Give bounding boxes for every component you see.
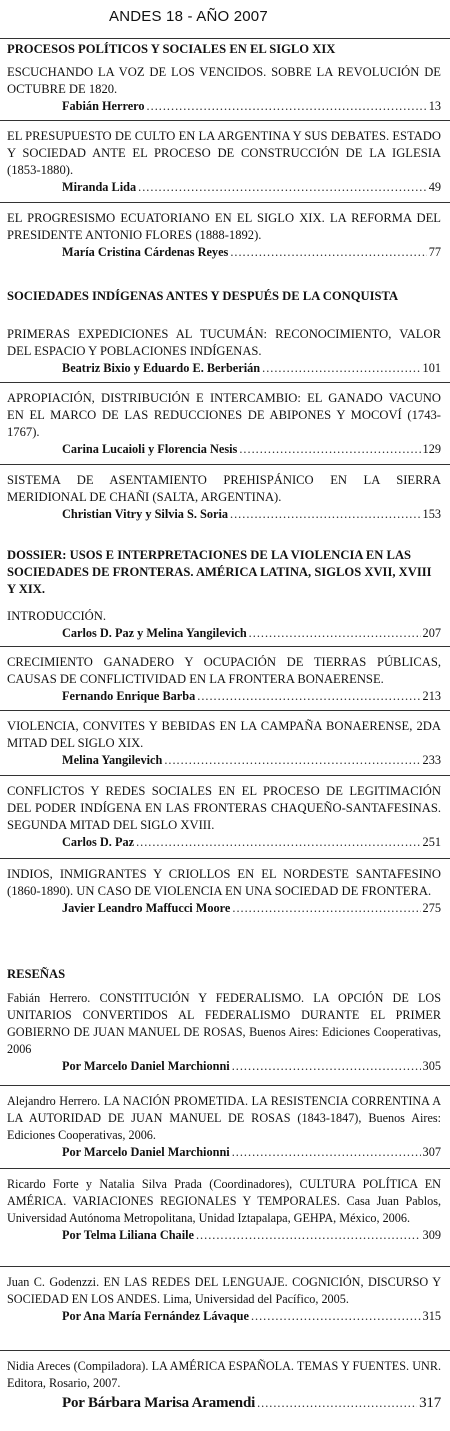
- entry-page: 77: [428, 245, 441, 259]
- divider: [0, 464, 450, 465]
- entry-title: Fabián Herrero. CONSTITUCIÓN Y FEDERALISMO. LA OPCIÓN DE LOS UNITARIOS CONVERTIDOS AL FEDERALISMO DURANTE EL PRIMER GOBIERNO DE JUAN MANUEL DE ROSAS, Buenos Aires: Ediciones Cooperativas, 2006: [7, 991, 441, 1056]
- entry-page: 49: [428, 180, 441, 194]
- entry-author: Melina Yangilevich: [62, 753, 163, 767]
- section-title-resenas: RESEÑAS: [7, 967, 66, 981]
- entry-title: VIOLENCIA, CONVITES Y BEBIDAS EN LA CAMPAÑA BONAERENSE, 2DA MITAD DEL SIGLO XIX.: [7, 719, 441, 750]
- divider: [0, 1168, 450, 1169]
- review-entry[interactable]: [7, 1358, 441, 1412]
- leader-dots: [197, 688, 420, 705]
- entry-page: 129: [422, 442, 441, 456]
- divider: [0, 120, 450, 121]
- entry-author: Carina Lucaioli y Florencia Nesis: [62, 442, 238, 456]
- divider: [0, 858, 450, 859]
- entry-page: 309: [422, 1228, 441, 1242]
- divider: [0, 710, 450, 711]
- toc-entry[interactable]: [7, 210, 441, 261]
- entry-title: PRIMERAS EXPEDICIONES AL TUCUMÁN: RECONOCIMIENTO, VALOR DEL ESPACIO Y POBLACIONES INDÍGENAS.: [7, 327, 441, 358]
- section-title-procesos: PROCESOS POLÍTICOS Y SOCIALES EN EL SIGLO XIX: [7, 42, 336, 56]
- entry-author: Javier Leandro Maffucci Moore: [62, 901, 231, 915]
- entry-title: ESCUCHANDO LA VOZ DE LOS VENCIDOS. SOBRE LA REVOLUCIÓN DE OCTUBRE DE 1820.: [7, 65, 441, 96]
- entry-page: 153: [422, 507, 441, 521]
- leader-dots: [249, 625, 421, 642]
- leader-dots: [232, 900, 420, 917]
- entry-title: INDIOS, INMIGRANTES Y CRIOLLOS EN EL NORDESTE SANTAFESINO (1860-1890). UN CASO DE VIOLENCIA EN UNA SOCIEDAD DE FRONTERA.: [7, 867, 441, 898]
- section-title-sociedades: SOCIEDADES INDÍGENAS ANTES Y DESPUÉS DE LA CONQUISTA: [7, 289, 399, 303]
- section-title-dossier: DOSSIER: USOS E INTERPRETACIONES DE LA VIOLENCIA EN LAS SOCIEDADES DE FRONTERAS. AMÉRICA LATINA, SIGLOS XVII, XVIII Y XIX.: [7, 548, 432, 596]
- entry-author: María Cristina Cárdenas Reyes: [62, 245, 229, 259]
- entry-title: EL PRESUPUESTO DE CULTO EN LA ARGENTINA Y SUS DEBATES. ESTADO Y SOCIEDAD ANTE EL PROCESO DE CONSTRUCCIÓN DE LA IGLESIA (1853-1880).: [7, 129, 441, 177]
- entry-page: 315: [422, 1309, 441, 1323]
- entry-author: Christian Vitry y Silvia S. Soria: [62, 507, 229, 521]
- leader-dots: [257, 1395, 417, 1412]
- entry-title: SISTEMA DE ASENTAMIENTO PREHISPÁNICO EN LA SIERRA MERIDIONAL DE CHAÑI (SALTA, ARGENTINA).: [7, 473, 441, 504]
- entry-title: Alejandro Herrero. LA NACIÓN PROMETIDA. LA RESISTENCIA CORRENTINA A LA AUTORIDAD DE JUAN MANUEL DE ROSAS (1843-1847), Buenos Aires: Ediciones Cooperativas, 2006.: [7, 1094, 441, 1142]
- toc-entry[interactable]: [7, 783, 441, 851]
- entry-title: Juan C. Godenzzi. EN LAS REDES DEL LENGUAJE. COGNICIÓN, DISCURSO Y SOCIEDAD EN LOS ANDES. Lima, Universidad del Pacífico, 2005.: [7, 1275, 441, 1306]
- page-header: ANDES 18 - AÑO 2007: [109, 8, 268, 25]
- entry-author: Fabián Herrero: [62, 99, 145, 113]
- entry-page: 275: [422, 901, 441, 915]
- leader-dots: [230, 244, 426, 261]
- leader-dots: [251, 1308, 421, 1325]
- entry-author: Carlos D. Paz: [62, 835, 135, 849]
- entry-author: Carlos D. Paz y Melina Yangilevich: [62, 626, 247, 640]
- entry-author: Fernando Enrique Barba: [62, 689, 196, 703]
- divider: [0, 775, 450, 776]
- entry-page: 233: [422, 753, 441, 767]
- leader-dots: [230, 506, 421, 523]
- entry-author: Por Ana María Fernández Lávaque: [62, 1309, 249, 1323]
- entry-author: Por Bárbara Marisa Aramendi: [62, 1395, 256, 1411]
- toc-entry[interactable]: [7, 64, 441, 115]
- review-entry[interactable]: [7, 1274, 441, 1325]
- entry-title: APROPIACIÓN, DISTRIBUCIÓN E INTERCAMBIO: EL GANADO VACUNO EN EL MARCO DE LAS REDUCCIONES DE ABIPONES Y MOCOVÍ (1743-1767).: [7, 391, 441, 439]
- leader-dots: [232, 1144, 421, 1161]
- divider: [0, 202, 450, 203]
- entry-title: EL PROGRESISMO ECUATORIANO EN EL SIGLO XIX. LA REFORMA DEL PRESIDENTE ANTONIO FLORES (1888-1892).: [7, 211, 441, 242]
- entry-page: 317: [419, 1395, 441, 1411]
- toc-entry[interactable]: [7, 654, 441, 705]
- entry-title: Nidia Areces (Compiladora). LA AMÉRICA ESPAÑOLA. TEMAS Y FUENTES. UNR. Editora, Rosario, 2007.: [7, 1359, 441, 1390]
- entry-author: Por Telma Liliana Chaile: [62, 1228, 194, 1242]
- leader-dots: [136, 834, 420, 851]
- divider: [0, 1350, 450, 1351]
- leader-dots: [196, 1227, 421, 1244]
- entry-title: CRECIMIENTO GANADERO Y OCUPACIÓN DE TIERRAS PÚBLICAS, CAUSAS DE CONFLICTIVIDAD EN LA FRONTERA BONAERENSE.: [7, 655, 441, 686]
- review-entry[interactable]: [7, 990, 441, 1075]
- toc-entry[interactable]: [7, 472, 441, 523]
- entry-page: 207: [422, 626, 441, 640]
- entry-author: Miranda Lida: [62, 180, 137, 194]
- entry-page: 213: [422, 689, 441, 703]
- entry-page: 101: [422, 361, 441, 375]
- leader-dots: [164, 752, 420, 769]
- toc-entry[interactable]: [7, 718, 441, 769]
- toc-entry[interactable]: [7, 866, 441, 917]
- divider: [0, 1266, 450, 1267]
- entry-page: 13: [428, 99, 441, 113]
- toc-entry[interactable]: [7, 128, 441, 196]
- entry-title: CONFLICTOS Y REDES SOCIALES EN EL PROCESO DE LEGITIMACIÓN DEL PODER INDÍGENA EN LAS FRONTERAS CHAQUEÑO-SANTAFESINAS. SEGUNDA MITAD DEL SIGLO XVIII.: [7, 784, 441, 832]
- toc-entry[interactable]: [7, 608, 441, 642]
- entry-author: Por Marcelo Daniel Marchionni: [62, 1145, 230, 1159]
- entry-page: 251: [422, 835, 441, 849]
- leader-dots: [138, 179, 427, 196]
- review-entry[interactable]: [7, 1093, 441, 1161]
- leader-dots: [232, 1058, 421, 1075]
- entry-author: Por Marcelo Daniel Marchionni: [62, 1059, 230, 1073]
- leader-dots: [262, 360, 420, 377]
- leader-dots: [147, 98, 427, 115]
- entry-title: Ricardo Forte y Natalia Silva Prada (Coordinadores), CULTURA POLÍTICA EN AMÉRICA. VARIACIONES REGIONALES Y TEMPORALES. Casa Juan Pablos, Universidad Autónoma Metropolitana, Unidad Iztapalapa, GEHPA, México, 2006.: [7, 1177, 441, 1225]
- divider: [0, 646, 450, 647]
- entry-page: 305: [422, 1059, 441, 1073]
- entry-author: Beatriz Bixio y Eduardo E. Berberián: [62, 361, 261, 375]
- divider: [0, 382, 450, 383]
- toc-entry[interactable]: [7, 390, 441, 458]
- divider: [0, 1085, 450, 1086]
- entry-title: INTRODUCCIÓN.: [7, 609, 106, 623]
- leader-dots: [239, 441, 420, 458]
- toc-entry[interactable]: [7, 326, 441, 377]
- entry-page: 307: [422, 1145, 441, 1159]
- review-entry[interactable]: [7, 1176, 441, 1244]
- divider: [0, 38, 450, 39]
